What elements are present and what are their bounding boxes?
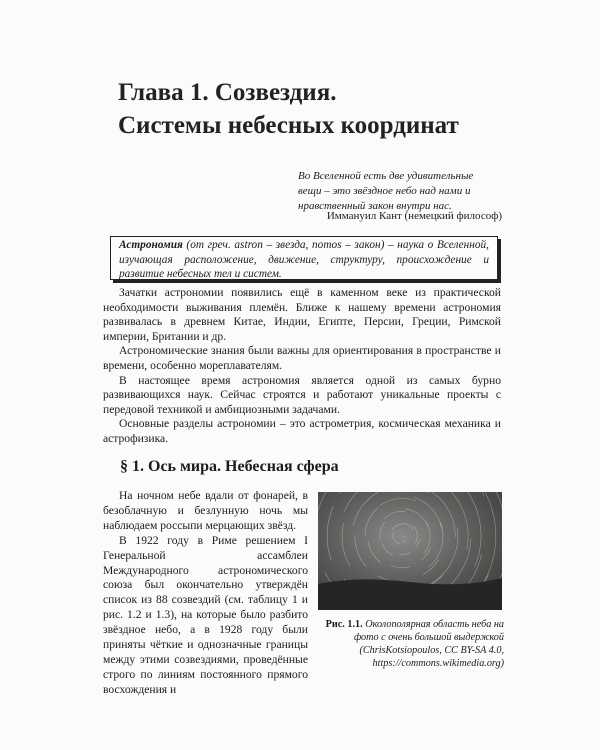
epigraph-author: Иммануил Кант (немецкий философ) — [326, 210, 502, 222]
section-text — [103, 489, 308, 698]
figure-credit: (ChrisKotsiopoulos, CC BY-SA 4.0, https://commons.wikimedia.org) — [359, 645, 504, 669]
star-trails-photo — [318, 492, 502, 610]
definition-box — [110, 236, 498, 280]
figure-caption-text: Околополярная область неба на фото с очень большой выдержкой — [353, 619, 504, 643]
chapter-title-line2: Системы небесных координат — [118, 112, 459, 139]
intro-paragraph: Основные разделы астрономии – это астрометрия, космическая механика и астрофизика. — [103, 417, 501, 445]
chapter-title — [118, 76, 538, 142]
section-paragraph: В 1922 году в Риме решением I Генеральной ассамблеи Международного астрономического союза был окончательно утверждён список из 88 созвездий (см. таблицу 1 и рис. 1.2 и 1.3), на которые было разбито звёздное небо, а в 1928 году были приняты чёткие и однозначные границы между этими созвездиями, проведённые строго по линиям постоянного прямого восхождения и — [103, 533, 308, 696]
epigraph-quote: Во Вселенной есть две удивительные вещи – это звёздное небо над нами и нравственный закон внутри нас. — [298, 170, 474, 212]
figure-caption — [316, 618, 504, 670]
definition-term: Астрономия — [119, 239, 183, 251]
section-paragraph: На ночном небе вдали от фонарей, в безоблачную и безлунную ночь мы наблюдаем россыпи мерцающих звёзд. — [103, 489, 308, 532]
definition-text: (от греч. astron – звезда, nomos – закон) – наука о Вселенной, изучающая расположение, движение, структуру, происхождение и развитие небесных тел и систем. — [119, 239, 489, 280]
intro-paragraph: В настоящее время астрономия является одной из самых бурно развивающихся наук. Сейчас строятся и работают уникальные проекты с передовой техникой и амбициозными задачами. — [103, 373, 501, 416]
intro-text — [103, 286, 501, 447]
figure-label: Рис. 1.1. — [325, 619, 363, 630]
chapter-title-line1: Глава 1. Созвездия. — [118, 79, 337, 106]
intro-paragraph: Астрономические знания были важны для ориентирования в пространстве и времени, особенно мореплавателям. — [103, 344, 501, 372]
intro-paragraph: Зачатки астрономии появились ещё в каменном веке из практической необходимости выживания племён. Ближе к нашему времени астрономия развивалась в древнем Китае, Индии, Египте, Персии, Греции, Римской империи, Британии и др. — [103, 286, 501, 343]
section-heading: § 1. Ось мира. Небесная сфера — [120, 458, 339, 475]
